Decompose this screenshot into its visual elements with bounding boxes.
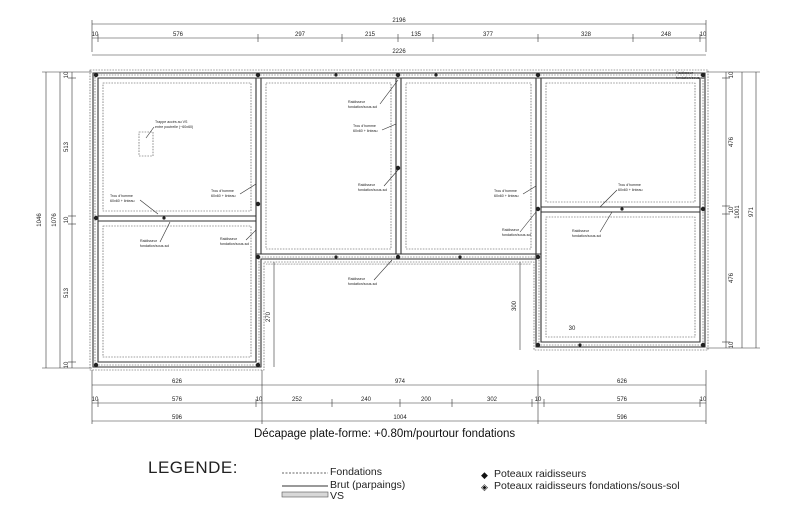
post-marker-icon (396, 255, 400, 259)
note-raid7-2: fondation/sous-sol (572, 234, 602, 238)
dim-b3-0: 596 (171, 415, 183, 421)
dim-right-chain-4: 10 (729, 341, 735, 349)
poteaux-markers (94, 73, 705, 367)
brut-walls (93, 73, 705, 367)
post-marker-icon (458, 255, 461, 258)
dim-chain-2: 297 (294, 32, 306, 38)
note-trou4-2: 60x60 + linteau (618, 188, 643, 192)
top-dimensions (92, 18, 707, 55)
caption: Décapage plate-forme: +0.80m/pourtour fondations (254, 428, 516, 440)
post-marker-icon (256, 255, 260, 259)
legend-poteaux-label: Poteaux raidisseurs (494, 468, 587, 480)
dim-chain-0: 10 (91, 32, 99, 38)
dim-left-chain-4: 10 (64, 361, 70, 369)
note-trou-h-1: Trou d'homme (211, 189, 234, 193)
post-marker-icon (620, 207, 623, 210)
dim-chain-7: 248 (660, 32, 672, 38)
note-raid6-2: fondation/sous-sol (348, 282, 378, 286)
dim-b2-5: 200 (420, 397, 432, 403)
note-raid4-2: fondation/sous-sol (220, 242, 250, 246)
note-trou-h-2: 60x60 + linteau (211, 194, 236, 198)
dim-right-chain-2: 10 (729, 206, 735, 214)
post-marker-icon (334, 73, 337, 76)
dim-chain-6: 328 (580, 32, 592, 38)
note-raid3-1: Raidisseur (502, 228, 519, 232)
note-raid1-1: Raidisseur (348, 100, 365, 104)
dim-b2-4: 240 (360, 397, 372, 403)
note-trou4-1: Trou d'homme (618, 183, 641, 187)
dim-total2: 2226 (392, 49, 406, 55)
dim-chain-8: 10 (699, 32, 707, 38)
note-raid5-2: fondation/sous-sol (140, 244, 170, 248)
post-marker-icon (256, 202, 260, 206)
dim-right-chain-3: 476 (729, 272, 735, 284)
legend-fondations-label: Fondations (330, 466, 382, 478)
post-marker-icon (701, 207, 705, 211)
dim-b2-3: 252 (291, 397, 303, 403)
note-trou2-1: Trou d'homme (353, 124, 376, 128)
post-marker-icon (536, 207, 540, 211)
note-raid8-2: fondation/sous-sol (676, 76, 706, 80)
post-marker-icon (396, 73, 400, 77)
note-raid5-1: Raidisseur (140, 239, 157, 243)
legend-post-icon: ◆ (481, 470, 488, 480)
dim-inner-30: 30 (568, 326, 576, 332)
note-trou3-2: 60x60 + linteau (494, 194, 519, 198)
note-raid6-1: Raidisseur (348, 277, 365, 281)
dim-b2-0: 10 (91, 397, 99, 403)
note-raid2-2: fondation/sous-sol (358, 188, 388, 192)
dim-left-chain-1: 513 (64, 141, 70, 153)
post-marker-icon (536, 255, 540, 259)
dim-left-second: 1076 (52, 213, 58, 227)
post-marker-icon (256, 363, 260, 367)
legend-post-fs-icon: ◈ (481, 482, 488, 492)
dim-left-outer: 1046 (37, 213, 43, 227)
note-raid8-1: Raidisseur (676, 71, 693, 75)
dim-b2-9: 10 (699, 397, 707, 403)
post-marker-icon (396, 166, 400, 170)
note-trou1-1: Trou d'homme (110, 194, 133, 198)
note-trappe-2: entre poutrelle (~60x60) (155, 125, 194, 129)
trappe-outline (139, 132, 153, 156)
post-marker-icon (334, 255, 337, 258)
legend-vs-label: VS (330, 490, 345, 502)
note-raid7-1: Raidisseur (572, 229, 589, 233)
note-trou1-2: 60x60 + linteau (110, 199, 135, 203)
dim-left-chain-3: 513 (64, 287, 70, 299)
dim-b3-2: 596 (616, 415, 628, 421)
note-raid2-1: Raidisseur (358, 183, 375, 187)
dim-b2-6: 302 (486, 397, 498, 403)
dim-chain-5: 377 (482, 32, 494, 38)
note-raid1-2: fondation/sous-sol (348, 105, 378, 109)
post-marker-icon (256, 73, 260, 77)
dim-left-chain-0: 10 (64, 71, 70, 79)
note-raid4-1: Raidisseur (220, 237, 237, 241)
dim-chain-1: 576 (172, 32, 184, 38)
dim-right-outer: 971 (749, 206, 755, 218)
legend-title: LEGENDE: (148, 458, 238, 477)
right-dimensions (706, 71, 760, 348)
left-dimensions (37, 71, 92, 368)
post-marker-icon (162, 216, 165, 219)
dim-right-mid: 1001 (735, 205, 741, 219)
note-trappe-1: Trappe accès au VS (155, 120, 188, 124)
post-marker-icon (536, 73, 540, 77)
legend-poteaux-fs-label: Poteaux raidisseurs fondations/sous-sol (494, 480, 680, 492)
post-marker-icon (434, 73, 437, 76)
post-marker-icon (701, 343, 705, 347)
inner-dimensions (266, 262, 576, 367)
dim-inner-270: 270 (266, 311, 272, 323)
post-marker-icon (578, 343, 581, 346)
dim-chain-4: 135 (410, 32, 422, 38)
dim-overall: 2196 (392, 18, 406, 24)
dim-b3-1: 1004 (393, 415, 407, 421)
note-trou2-2: 60x60 + linteau (353, 129, 378, 133)
dim-b2-7: 10 (534, 397, 542, 403)
dim-b1-2: 626 (616, 379, 628, 385)
post-marker-icon (536, 343, 540, 347)
bottom-dimensions (92, 370, 707, 424)
legend-brut-label: Brut (parpaings) (330, 479, 406, 491)
dim-left-chain-2: 10 (64, 216, 70, 224)
foundation-lines (90, 70, 708, 370)
legend-vs-swatch (282, 492, 328, 497)
post-marker-icon (94, 216, 98, 220)
dim-chain-3: 215 (364, 32, 376, 38)
dim-right-chain-1: 476 (729, 136, 735, 148)
dim-b1-1: 974 (394, 379, 406, 385)
post-marker-icon (94, 363, 98, 367)
dim-right-chain-0: 10 (729, 71, 735, 79)
dim-b1-0: 626 (171, 379, 183, 385)
dim-b2-1: 576 (171, 397, 183, 403)
dim-b2-2: 10 (255, 397, 263, 403)
note-trou3-1: Trou d'homme (494, 189, 517, 193)
post-marker-icon (94, 73, 98, 77)
dim-inner-300: 300 (512, 300, 518, 312)
dim-b2-8: 576 (616, 397, 628, 403)
note-raid3-2: fondation/sous-sol (502, 233, 532, 237)
